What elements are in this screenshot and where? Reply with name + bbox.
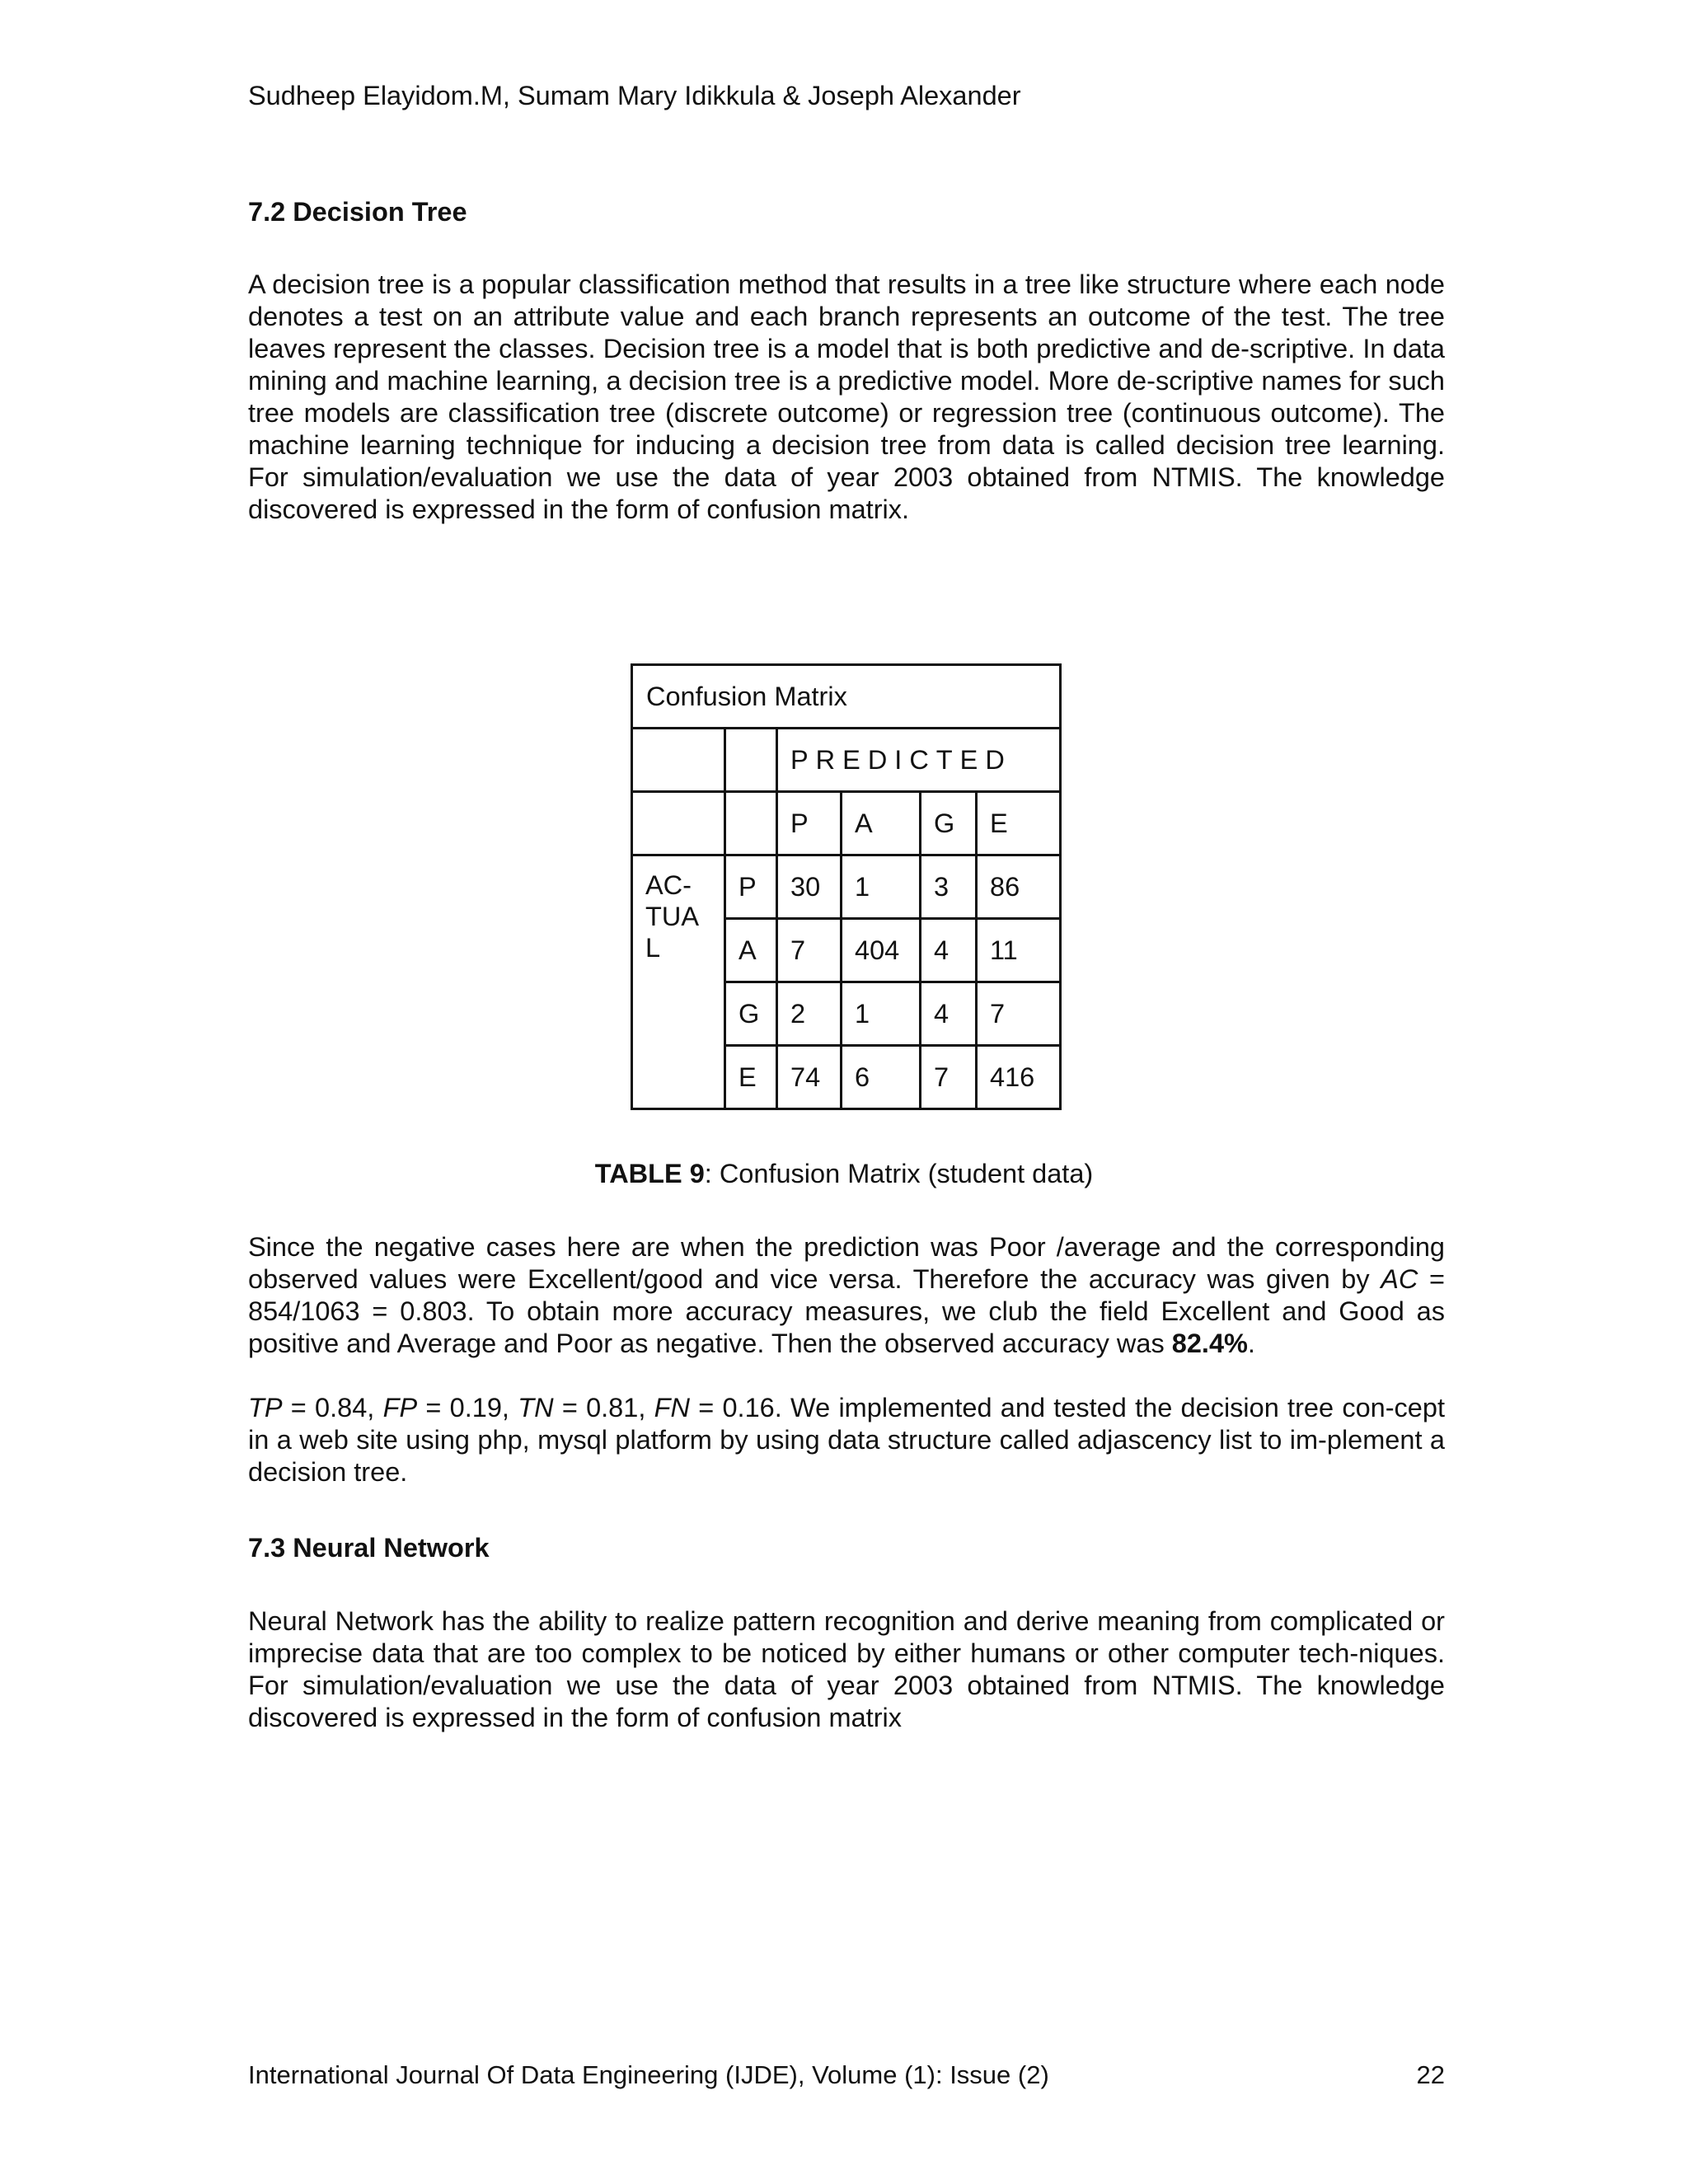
paragraph-neural-network: Neural Network has the ability to realize pattern recognition and derive meaning from complicated or imprecise data that are too complex to be noticed by either humans or other computer tech-niques. For simulation/evaluation we use the data of year 2003 obtained from NTMIS. The knowledge discovered is expressed in the form of confusion matrix: [248, 1606, 1445, 1732]
table-cell: 416: [977, 1046, 1061, 1109]
column-header-p: P: [777, 792, 842, 855]
table-cell: 74: [777, 1046, 842, 1109]
table-cell: 4: [921, 982, 977, 1046]
table-cell: 4: [921, 919, 977, 982]
table-row: [632, 855, 1061, 919]
empty-cell: [632, 729, 725, 792]
row-label-g: G: [725, 982, 777, 1046]
table-caption-label: TABLE 9: [594, 1159, 705, 1188]
section-heading-decision-tree: 7.2 Decision Tree: [248, 197, 467, 227]
empty-cell: [725, 729, 777, 792]
predicted-header: PREDICTED: [777, 729, 1061, 792]
fp-symbol: FP: [382, 1393, 418, 1422]
table-cell: 7: [921, 1046, 977, 1109]
paragraph-decision-tree-intro: A decision tree is a popular classification method that results in a tree like structure where each node denotes a test on an attribute value and each branch represents an outcome of the test. The tree leaves represent the classes. Decision tree is a model that is both predictive and de-scriptive. In data mining and machine learning, a decision tree is a predictive model. More de-scriptive names for such tree models are classification tree (discrete outcome) or regression tree (continuous outcome). The machine learning technique for inducing a decision tree from data is called decision tree learning. For simulation/evaluation we use the data of year 2003 obtained from NTMIS. The knowledge discovered is expressed in the form of confusion matrix.: [248, 269, 1445, 524]
column-header-a: A: [842, 792, 921, 855]
actual-label-line: AC-: [645, 870, 692, 900]
table-cell: 30: [777, 855, 842, 919]
column-header-e: E: [977, 792, 1061, 855]
actual-row-header: [632, 855, 725, 1109]
row-label-e: E: [725, 1046, 777, 1109]
footer-journal: International Journal Of Data Engineering (IJDE), Volume (1): Issue (2): [248, 2060, 1049, 2089]
table-cell: 7: [977, 982, 1061, 1046]
accuracy-value: 82.4%: [1171, 1329, 1248, 1358]
page-footer: [248, 2060, 1445, 2091]
table-cell: 3: [921, 855, 977, 919]
page-number: 22: [1416, 2060, 1445, 2089]
empty-cell: [725, 792, 777, 855]
table-cell: 86: [977, 855, 1061, 919]
paragraph-accuracy: Since the negative cases here are when the prediction was Poor /average and the corresponding observed values were Excellent/good and vice versa. Therefore the accuracy was given by AC = 854/1063 = 0.803. To obtain more accuracy measures, we club the field Excellent and Good as positive and Average and Poor as negative. Then the observed accuracy was 82.4%.: [248, 1232, 1445, 1358]
tp-symbol: TP: [248, 1393, 283, 1422]
table-cell: 1: [842, 982, 921, 1046]
row-label-a: A: [725, 919, 777, 982]
table-cell: 7: [777, 919, 842, 982]
table-caption: [0, 1158, 1688, 1190]
running-header: Sudheep Elayidom.M, Sumam Mary Idikkula & Joseph Alexander: [248, 81, 1021, 110]
fn-symbol: FN: [654, 1393, 690, 1422]
tn-symbol: TN: [518, 1393, 554, 1422]
section-heading-neural-network: 7.3 Neural Network: [248, 1533, 490, 1563]
ac-symbol: AC: [1381, 1264, 1418, 1294]
table-cell: 6: [842, 1046, 921, 1109]
paragraph-rates: TP = 0.84, FP = 0.19, TN = 0.81, FN = 0.16. We implemented and tested the decision tree con-cept in a web site using php, mysql platform by using data structure called adjascency list to im-plement a decision tree.: [248, 1393, 1445, 1487]
column-header-g: G: [921, 792, 977, 855]
table-cell: 1: [842, 855, 921, 919]
table-title: Confusion Matrix: [632, 665, 1061, 729]
row-label-p: P: [725, 855, 777, 919]
actual-label-line: L: [645, 933, 661, 963]
confusion-matrix-table: [631, 663, 1062, 1110]
actual-label-line: TUA: [645, 902, 699, 931]
table-cell: 404: [842, 919, 921, 982]
table-cell: 11: [977, 919, 1061, 982]
table-caption-text: : Confusion Matrix (student data): [704, 1159, 1094, 1188]
empty-cell: [632, 792, 725, 855]
table-cell: 2: [777, 982, 842, 1046]
